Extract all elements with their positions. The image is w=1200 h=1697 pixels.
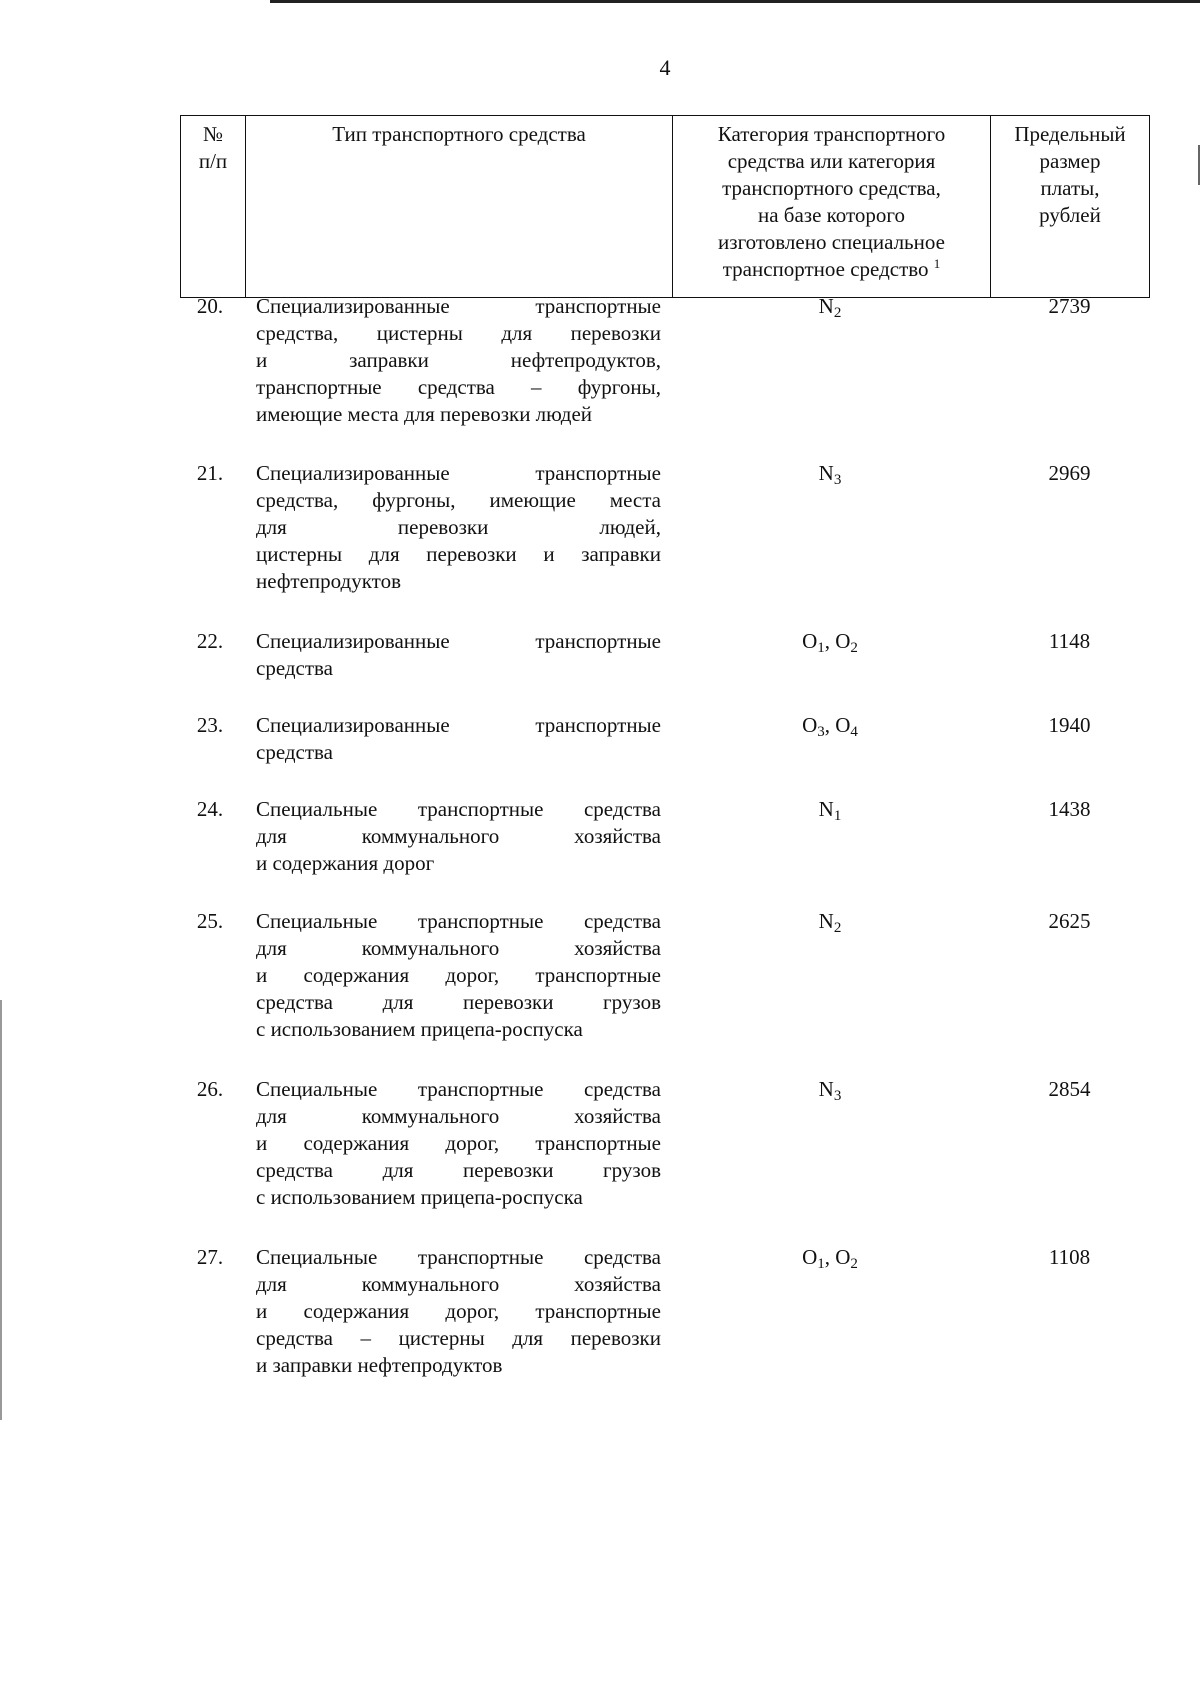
type-line: с использованием прицепа-роспуска [256,1017,583,1041]
type-line: цистерны для перевозки и заправки [256,542,661,566]
table-row [180,628,1150,712]
category-index: 3 [817,724,825,740]
type-line: средства [256,740,334,764]
type-line: средства [256,656,334,680]
header-vehicle-category [672,116,990,297]
row-category [671,908,989,1076]
type-line: для коммунального хозяйства [256,936,661,960]
row-number: 25. [196,909,224,933]
category-letter: O [802,1245,818,1269]
category-index: 3 [833,1088,842,1104]
row-number: 24. [196,797,224,821]
category-letter: N [818,797,834,821]
row-max-fee: 2625 [1048,909,1091,933]
type-line: и содержания дорог, транспортные [256,963,661,987]
row-category [671,293,989,460]
type-line: средства – цистерны для перевозки [256,1326,661,1350]
row-category [671,796,989,908]
type-line: с использованием прицепа-роспуска [256,1185,583,1209]
category-letter: N [818,461,834,485]
top-scan-rule [270,0,1200,3]
category-letter: N [818,294,834,318]
category-index: 1 [833,808,842,824]
category-letter: O [802,713,818,737]
header-line: Предельный [1014,122,1126,146]
table-row [180,1076,1150,1244]
category-index: 1 [817,1256,825,1272]
type-line: и содержания дорог [256,851,435,875]
row-vehicle-type [244,1244,671,1384]
header-line-text: транспортное средство [722,257,929,281]
row-max-fee: 2854 [1048,1077,1091,1101]
category-letter-second: , O [824,713,851,737]
row-vehicle-type [244,712,671,796]
type-line: транспортные средства – фургоны, [256,375,661,399]
category-index: 3 [833,472,842,488]
table-row [180,712,1150,796]
row-max-fee: 1148 [1048,629,1091,653]
header-line [673,256,990,283]
header-line: Категория транспортного [717,122,946,146]
row-vehicle-type [244,908,671,1076]
category-index: 2 [833,305,842,321]
type-line: средства, фургоны, имеющие места [256,488,661,512]
row-number: 20. [196,294,224,318]
type-line: Специализированные транспортные [256,461,661,485]
type-line: Специальные транспортные средства [256,1245,661,1269]
type-line: для коммунального хозяйства [256,824,661,848]
type-line: Специализированные транспортные [256,713,661,737]
left-scan-edge [0,1000,2,1420]
table-row [180,796,1150,908]
type-line: и заправки нефтепродуктов [256,1353,503,1377]
table-body [180,293,1150,1384]
row-number: 21. [196,461,224,485]
header-line: п/п [198,149,228,173]
row-vehicle-type [244,1076,671,1244]
category-index-second: 2 [850,1256,858,1272]
row-category [671,1244,989,1384]
row-max-fee: 1438 [1048,797,1091,821]
row-max-fee: 1108 [1048,1245,1091,1269]
row-number: 26. [196,1077,224,1101]
type-line: для коммунального хозяйства [256,1272,661,1296]
type-line: и содержания дорог, транспортные [256,1131,661,1155]
header-line: размер [1039,149,1101,173]
header-line: средства или категория [727,149,936,173]
row-number: 27. [196,1245,224,1269]
category-letter-second: , O [824,629,851,653]
table-row [180,460,1150,628]
footnote-mark: 1 [933,256,941,271]
table-row [180,1244,1150,1384]
header-max-fee [990,116,1149,297]
type-line: Специальные транспортные средства [256,797,661,821]
category-index-second: 4 [850,724,858,740]
category-letter: O [802,629,818,653]
category-letter-second: , O [824,1245,851,1269]
type-line: для перевозки людей, [256,515,661,539]
header-number [181,116,245,297]
header-line: № [202,122,224,146]
table-row [180,293,1150,460]
row-category [671,1076,989,1244]
type-line: Специализированные транспортные [256,629,661,653]
category-index: 2 [833,920,842,936]
row-category [671,628,989,712]
row-max-fee: 2969 [1048,461,1091,485]
type-line: Специальные транспортные средства [256,909,661,933]
row-max-fee: 1940 [1048,713,1091,737]
row-number: 22. [196,629,224,653]
row-category [671,712,989,796]
row-max-fee: 2739 [1048,294,1091,318]
type-line: средства, цистерны для перевозки [256,321,661,345]
type-line: средства для перевозки грузов [256,990,661,1014]
category-letter: N [818,1077,834,1101]
type-line: имеющие места для перевозки людей [256,402,593,426]
type-line: Специализированные транспортные [256,294,661,318]
row-number: 23. [196,713,224,737]
header-line: на базе которого [757,203,906,227]
type-line: для коммунального хозяйства [256,1104,661,1128]
type-line: Специальные транспортные средства [256,1077,661,1101]
row-vehicle-type [244,293,671,460]
header-line: изготовлено специальное [718,230,945,254]
row-vehicle-type [244,460,671,628]
category-index-second: 2 [850,640,858,656]
page-number: 4 [659,55,671,80]
header-vehicle-type [245,116,672,297]
table-header [180,115,1150,298]
table-row [180,908,1150,1076]
type-line: средства для перевозки грузов [256,1158,661,1182]
category-letter: N [818,909,834,933]
row-vehicle-type [244,628,671,712]
type-line: и содержания дорог, транспортные [256,1299,661,1323]
type-line: и заправки нефтепродуктов, [256,348,661,372]
row-vehicle-type [244,796,671,908]
header-line: Тип транспортного средства [332,122,586,146]
header-line: рублей [1039,203,1101,227]
header-line: платы, [1040,176,1100,200]
type-line: нефтепродуктов [256,569,401,593]
category-index: 1 [817,640,825,656]
header-line: транспортного средства, [722,176,941,200]
row-category [671,460,989,628]
